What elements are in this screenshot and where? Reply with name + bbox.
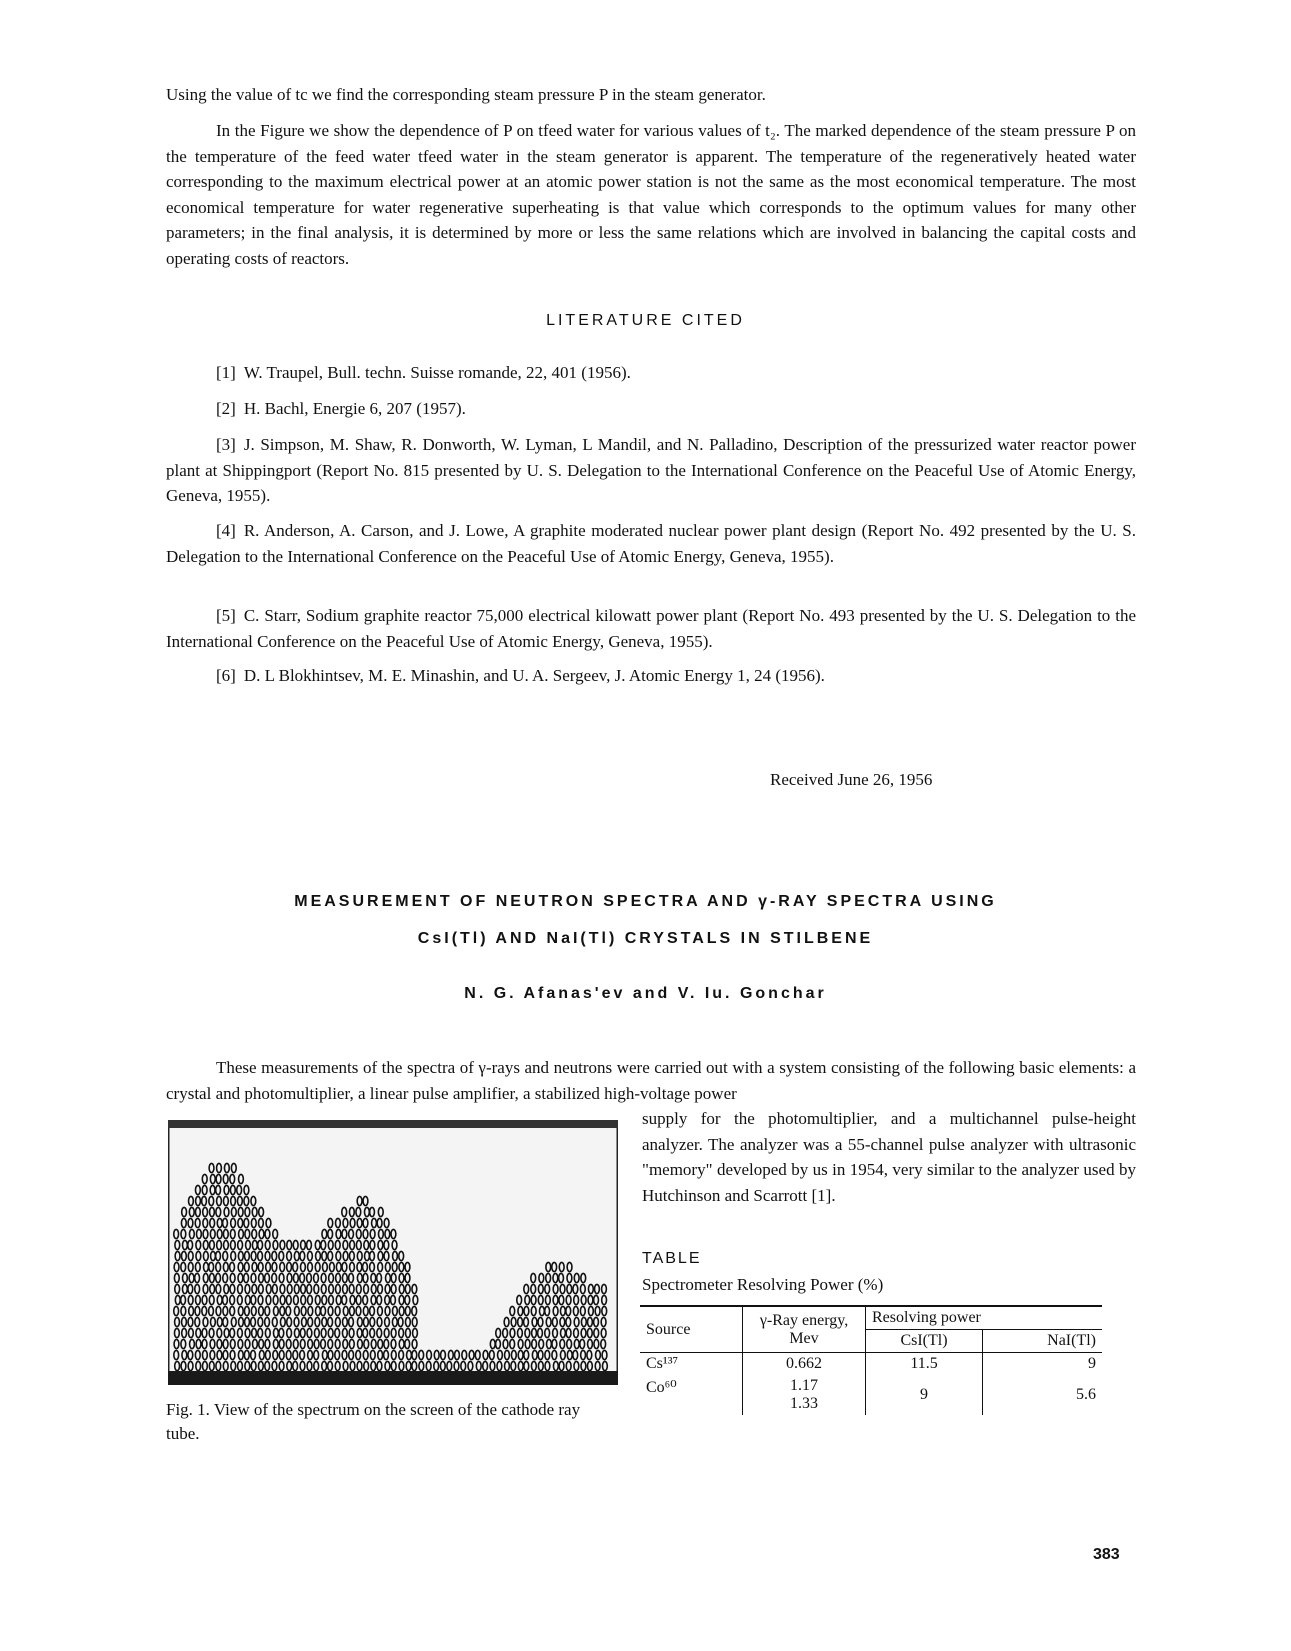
reference-number: [2] [216, 399, 236, 418]
received-date: Received June 26, 1956 [770, 770, 933, 789]
figure-caption: Fig. 1. View of the spectrum on the screen of the cathode ray tube. [166, 1400, 581, 1443]
table-row [640, 1353, 1102, 1376]
header-csi: CsI(Tl) [866, 1330, 983, 1353]
cell-source: Co⁶⁰ [640, 1375, 743, 1415]
article-title-line-2: CsI(Tl) AND NaI(Tl) CRYSTALS IN STILBENE [417, 930, 874, 947]
reference-text: C. Starr, Sodium graphite reactor 75,000 electrical kilowatt power plant (Report No. 493 presented by the U. S. Delegation to the International Conference on the Peaceful Use of Atomic Energy, Geneva, 1955). [166, 606, 1136, 651]
cell-csi: 11.5 [866, 1353, 983, 1376]
article-title-line-1: MEASUREMENT OF NEUTRON SPECTRA AND γ-RAY SPECTRA USING [294, 893, 997, 910]
reference-text: W. Traupel, Bull. techn. Suisse romande, 22, 401 (1956). [243, 363, 631, 382]
reference-number: [5] [216, 606, 236, 625]
table-title: Spectrometer Resolving Power (%) [642, 1275, 884, 1294]
reference-2 [166, 396, 1136, 422]
reference-number: [4] [216, 521, 236, 540]
reference-text: J. Simpson, M. Shaw, R. Donworth, W. Lyman, L Mandil, and N. Palladino, Description of the pressurized water reactor power plant at Shippingport (Report No. 815 presented by U. S. Delegation to the International Conference on the Peaceful Use of Atomic Energy, Geneva, 1955). [166, 435, 1136, 505]
article-authors: N. G. Afanas'ev and V. Iu. Gonchar [464, 985, 827, 1002]
intro-paragraph-1: Using the value of tc we find the corresponding steam pressure P in the steam generator. [166, 85, 766, 104]
reference-text: H. Bachl, Energie 6, 207 (1957). [243, 399, 466, 418]
reference-6 [166, 663, 1136, 689]
reference-text: R. Anderson, A. Carson, and J. Lowe, A graphite moderated nuclear power plant design (Report No. 492 presented by the U. S. Delegation to the International Conference on the Peaceful Use of Atomic Energy, Geneva, 1955). [166, 521, 1136, 566]
table-row [640, 1375, 1102, 1415]
page-number: 383 [1093, 1546, 1120, 1563]
cell-energy: 0.662 [743, 1353, 866, 1376]
intro-paragraph-2: In the Figure we show the dependence of P on tfeed water for various values of t₂. The marked dependence of the steam pressure P on the temperature of the feed water tfeed water in the steam generator is apparent. The temperature of the regeneratively heated water corresponding to the maximum electrical power at an atomic power station is not the same as the most economical temperature. The most economical temperature for water regenerative superheating is that value which corresponds to the optimum values for many other parameters; in the final analysis, it is determined by more or less the same relations which are involved in balancing the capital costs and operating costs of reactors. [166, 121, 1136, 268]
cell-energy-b: 1.33 [790, 1395, 818, 1412]
reference-number: [1] [216, 363, 236, 382]
table-label: TABLE [642, 1250, 702, 1267]
reference-3 [166, 432, 1136, 509]
header-energy: γ-Ray energy, Mev [743, 1306, 866, 1353]
reference-4 [166, 518, 1136, 569]
reference-number: [6] [216, 666, 236, 685]
reference-text: D. L Blokhintsev, M. E. Minashin, and U. A. Sergeev, J. Atomic Energy 1, 24 (1956). [243, 666, 825, 685]
article-paragraph-top: These measurements of the spectra of γ-rays and neutrons were carried out with a system consisting of the following basic elements: a crystal and photomultiplier, a linear pulse amplifier, a stabilized high-voltage power [166, 1058, 1136, 1103]
resolving-power-table [640, 1305, 1102, 1415]
cell-energy-a: 1.17 [790, 1377, 818, 1394]
spectrum-figure [168, 1120, 618, 1385]
reference-1 [166, 360, 1136, 386]
article-paragraph-right: supply for the photomultiplier, and a multichannel pulse-height analyzer. The analyzer was a 55-channel pulse analyzer with ultrasonic "memory" developed by us in 1954, very similar to the analyzer used by Hutchinson and Scarrott [1]. [642, 1109, 1136, 1205]
cell-source: Cs¹³⁷ [640, 1353, 743, 1376]
header-source: Source [640, 1306, 743, 1353]
literature-heading: LITERATURE CITED [546, 312, 745, 329]
header-resolving-power: Resolving power [866, 1306, 1103, 1330]
cell-csi: 9 [866, 1375, 983, 1415]
cell-nai: 5.6 [1076, 1386, 1096, 1403]
reference-5 [166, 603, 1136, 654]
reference-number: [3] [216, 435, 236, 454]
spectrum-image [168, 1120, 618, 1385]
cell-nai: 9 [1088, 1355, 1096, 1372]
cell-energy [743, 1375, 866, 1415]
header-nai: NaI(Tl) [983, 1330, 1102, 1353]
